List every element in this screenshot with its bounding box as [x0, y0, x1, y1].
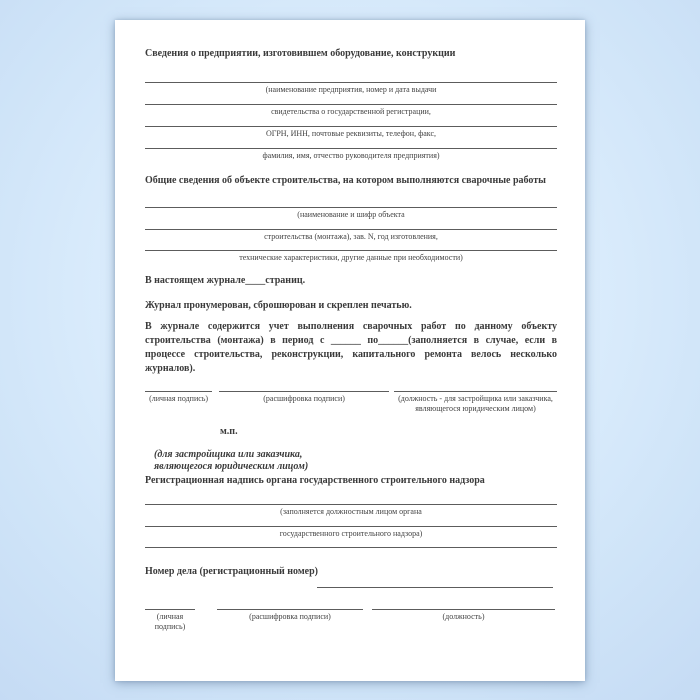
note-line: (для застройщика или заказчика, [154, 449, 303, 460]
blank-field-line [145, 229, 557, 242]
blank-field-line [145, 126, 557, 139]
blank-field-line [145, 547, 557, 548]
signature-caption: (личная подпись) [149, 394, 209, 403]
position-line [394, 391, 557, 414]
signature-caption: (расшифровка подписи) [249, 612, 331, 621]
blank-field-line [145, 82, 557, 95]
blank-field-line [145, 207, 557, 220]
field-caption: государственного строительного надзора) [279, 529, 423, 538]
developer-customer-note [154, 449, 557, 473]
blank-field-line [145, 148, 557, 161]
field-caption: (наименование и шифр объекта [297, 210, 405, 219]
case-number-blank-line [317, 587, 553, 588]
document-content [145, 20, 557, 632]
position-line [372, 609, 555, 622]
registration-heading: Регистрационная надпись органа государственного строительного надзора [145, 475, 485, 486]
signature-block-2 [145, 609, 557, 632]
signature-caption: (должность - для застройщика или заказчика, являющегося юридическим лицом) [398, 394, 553, 413]
signature-transcript-line [219, 391, 389, 404]
case-number-label: Номер дела (регистрационный номер) [145, 566, 319, 577]
stamp-place-label: м.п. [220, 426, 238, 437]
field-caption: (наименование предприятия, номер и дата выдачи [265, 85, 437, 94]
field-caption: свидетельства о государственной регистрации, [271, 107, 431, 116]
blank-field-line [145, 504, 557, 517]
bound-sealed-line: Журнал пронумерован, сброшюрован и скреплен печатью. [145, 300, 412, 311]
personal-signature-line [145, 609, 195, 632]
field-caption: строительства (монтажа), зав. N, год изготовления, [264, 232, 438, 241]
blank-field-line [145, 526, 557, 539]
note-line: являющегося юридическим лицом) [154, 461, 309, 472]
field-caption: ОГРН, ИНН, почтовые реквизиты, телефон, факс, [265, 129, 437, 138]
field-caption: технические характеристики, другие данные при необходимости) [239, 253, 463, 262]
field-caption: (заполняется должностным лицом органа [280, 507, 422, 516]
document-page [115, 20, 585, 681]
signature-block-1 [145, 391, 557, 414]
section2-heading: Общие сведения об объекте строительства, на котором выполняются сварочные работы [145, 175, 546, 186]
field-caption: фамилия, имя, отчество руководителя предприятия) [262, 151, 440, 160]
period-paragraph: В журнале содержится учет выполнения сварочных работ по данному объекту строительства (монтажа) в период с ______ по______(заполняется в случае, если в процессе строительства, реконструкции, капитального ремонта велось несколько журналов). [145, 321, 557, 374]
blank-field-line [145, 250, 557, 263]
personal-signature-line [145, 391, 212, 404]
signature-transcript-line [217, 609, 363, 622]
signature-caption: (расшифровка подписи) [263, 394, 345, 403]
blank-field-line [145, 104, 557, 117]
signature-caption: (должность) [442, 612, 485, 621]
pages-count-line: В настоящем журнале____страниц. [145, 275, 306, 286]
section1-heading: Сведения о предприятии, изготовившем оборудование, конструкции [145, 48, 456, 59]
signature-caption: (личная подпись) [154, 612, 186, 631]
